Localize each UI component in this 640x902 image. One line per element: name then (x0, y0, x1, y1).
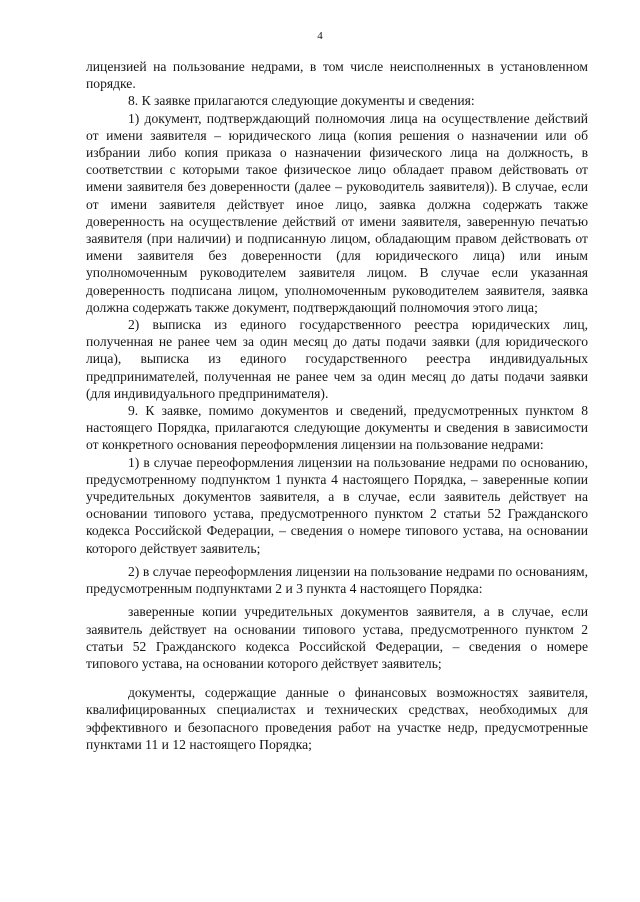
paragraph-item-8: 8. К заявке прилагаются следующие документы и сведения: (128, 93, 475, 109)
paragraph-item-9-2-a: заверенные копии учредительных документов заявителя, а в случае, если заявитель действует на основании типового устава, предусмотренного пунктом 2 статьи 52 Гражданского кодекса Российской Федерации, – сведения о номере типового устава, на основании которого действует заявитель; (86, 604, 588, 671)
paragraph-item-9-2: 2) в случае переоформления лицензии на пользование недрами по основаниям, предусмотренным подпунктами 2 и 3 пункта 4 настоящего Порядка: (86, 563, 588, 597)
paragraph-item-8-1: 1) документ, подтверждающий полномочия лица на осуществление действий от имени заявителя – юридического лица (копия решения о назначении или об избрании либо копия приказа о назначении физического лица на должность, в соответствии с которыми такое физическое лицо обладает правом действовать от имени заявителя без доверенности (далее – руководитель заявителя)). В случае, если от имени заявителя действует иное лицо, заявка должна содержать также доверенность на осуществление действий от имени заявителя, заверенную печатью заявителя (при наличии) и подписанную лицом, обладающим правом действовать от имени заявителя без доверенности (для юридического лица) или иным уполномоченным руководителем заявителя лицом. В случае если указанная доверенность подписана лицом, уполномоченным руководителем заявителя, заявка должна содержать также документ, подтверждающий полномочия этого лица; (86, 110, 588, 315)
paragraph-item-9-1: 1) в случае переоформления лицензии на пользование недрами по основанию, предусмотренному подпунктом 1 пункта 4 настоящего Порядка, – заверенные копии учредительных документов заявителя, а в случае, если заявитель действует на основании типового устава, предусмотренного пунктом 2 статьи 52 Гражданского кодекса Российской Федерации, – сведения о номере типового устава, на основании которого действует заявитель; (86, 454, 588, 556)
document-body (86, 58, 588, 753)
page-number: 4 (317, 30, 323, 42)
paragraph-item-9-2-b: документы, содержащие данные о финансовых возможностях заявителя, квалифицированных специалистах и технических средствах, необходимых для эффективного и безопасного проведения работ на участке недр, предусмотренные пунктами 11 и 12 настоящего Порядка; (86, 685, 588, 752)
paragraph-item-9: 9. К заявке, помимо документов и сведений, предусмотренных пунктом 8 настоящего Порядка, прилагаются следующие документы и сведения в зависимости от конкретного основания переоформления лицензии на пользование недрами: (86, 403, 588, 453)
paragraph-continuation: лицензией на пользование недрами, в том числе неисполненных в установленном порядке. (86, 59, 588, 92)
paragraph-item-8-2: 2) выписка из единого государственного реестра юридических лиц, полученная не ранее чем за один месяц до даты подачи заявки (для юридического лица), выписка из единого государственного реестра индивидуальных предпринимателей, полученная не ранее чем за один месяц до даты подачи заявки (для индивидуального предпринимателя). (86, 317, 588, 401)
